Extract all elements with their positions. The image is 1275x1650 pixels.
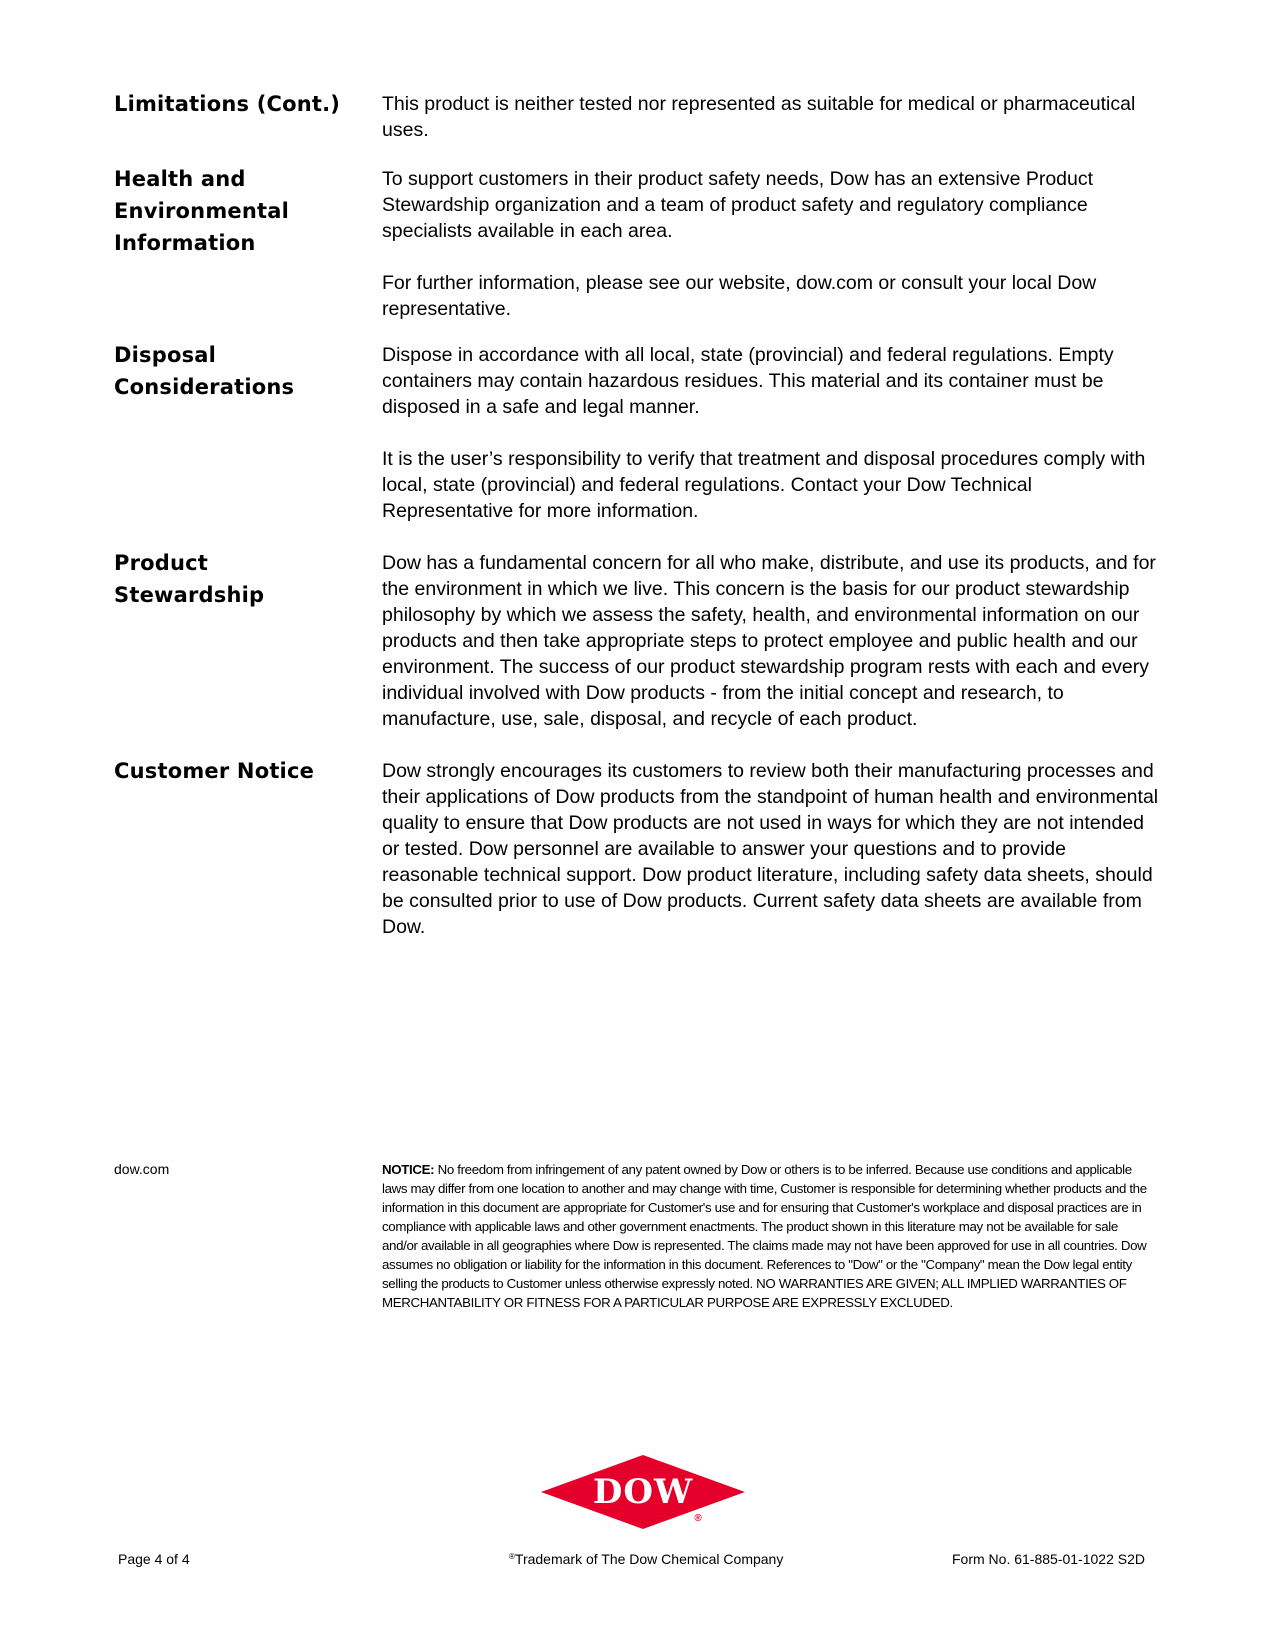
section-body-product-stewardship: [382, 550, 1160, 732]
trademark-notice: [509, 1550, 783, 1568]
section-heading-health-environmental: Health and Environmental Information: [114, 167, 289, 255]
paragraph: Dispose in accordance with all local, state (provincial) and federal regulations. Empty containers may contain hazardous residues. This material and its container must be disposed in a safe and legal manner.: [382, 344, 1114, 418]
paragraph: Dow has a fundamental concern for all who make, distribute, and use its products, and for the environment in which we live. This concern is the basis for our product stewardship philosophy by which we assess the safety, health, and environmental information on our products and then take appropriate steps to protect employee and public health and our environment. The success of our product stewardship program rests with each and every individual involved with Dow products - from the initial concept and research, to manufacture, use, sale, disposal, and recycle of each product.: [382, 552, 1156, 730]
paragraph: It is the user’s responsibility to verify that treatment and disposal procedures comply with local, state (provincial) and federal regulations. Contact your Dow Technical Representative for more information.: [382, 448, 1146, 522]
section-heading-customer-notice: Customer Notice: [114, 759, 315, 783]
legal-notice: [382, 1160, 1154, 1312]
notice-label: NOTICE:: [382, 1162, 435, 1177]
paragraph: Dow strongly encourages its customers to review both their manufacturing processes and their applications of Dow products from the standpoint of human health and environmental quality to ensure that Dow products are not used in ways for which they are not intended or tested. Dow personnel are available to answer your questions and to provide reasonable technical support. Dow product literature, including safety data sheets, should be consulted prior to use of Dow products. Current safety data sheets are available from Dow.: [382, 760, 1159, 938]
section-body-disposal: [382, 342, 1160, 524]
page-number: Page 4 of 4: [118, 1551, 190, 1567]
paragraph: For further information, please see our website, dow.com or consult your local Dow representative.: [382, 272, 1097, 320]
paragraph: To support customers in their product safety needs, Dow has an extensive Product Stewardship organization and a team of product safety and regulatory compliance specialists available in each area.: [382, 168, 1094, 242]
paragraph: This product is neither tested nor represented as suitable for medical or pharmaceutical uses.: [382, 93, 1136, 141]
trademark-symbol: ®: [509, 1552, 515, 1561]
notice-text: No freedom from infringement of any patent owned by Dow or others is to be inferred. Because use conditions and applicable laws may differ from one location to another and may change with time, Customer is responsible for determining whether products and the information in this document are appropriate for Customer's use and for ensuring that Customer's workplace and disposal practices are in compliance with applicable laws and other government enactments. The product shown in this literature may not be available for sale and/or available in all geographies where Dow is represented. The claims made may not have been approved for use in all countries. Dow assumes no obligation or liability for the information in this document. References to "Dow" or the "Company" mean the Dow legal entity selling the products to Customer unless otherwise expressly noted. NO WARRANTIES ARE GIVEN; ALL IMPLIED WARRANTIES OF MERCHANTABILITY OR FITNESS FOR A PARTICULAR PURPOSE ARE EXPRESSLY EXCLUDED.: [382, 1162, 1147, 1310]
dow-logo: [538, 1452, 748, 1530]
website-link[interactable]: dow.com: [114, 1161, 170, 1177]
section-heading-product-stewardship: Product Stewardship: [114, 551, 265, 607]
logo-registered-mark: ®: [694, 1513, 702, 1524]
section-body-customer-notice: [382, 758, 1160, 940]
section-body-health-environmental: [382, 166, 1160, 322]
section-body-limitations: [382, 91, 1160, 143]
section-heading-limitations: Limitations (Cont.): [114, 92, 341, 116]
form-number: Form No. 61-885-01-1022 S2D: [952, 1551, 1145, 1567]
logo-wordmark: DOW: [592, 1472, 694, 1512]
section-heading-disposal: Disposal Considerations: [114, 343, 295, 399]
trademark-text: Trademark of The Dow Chemical Company: [514, 1551, 784, 1567]
